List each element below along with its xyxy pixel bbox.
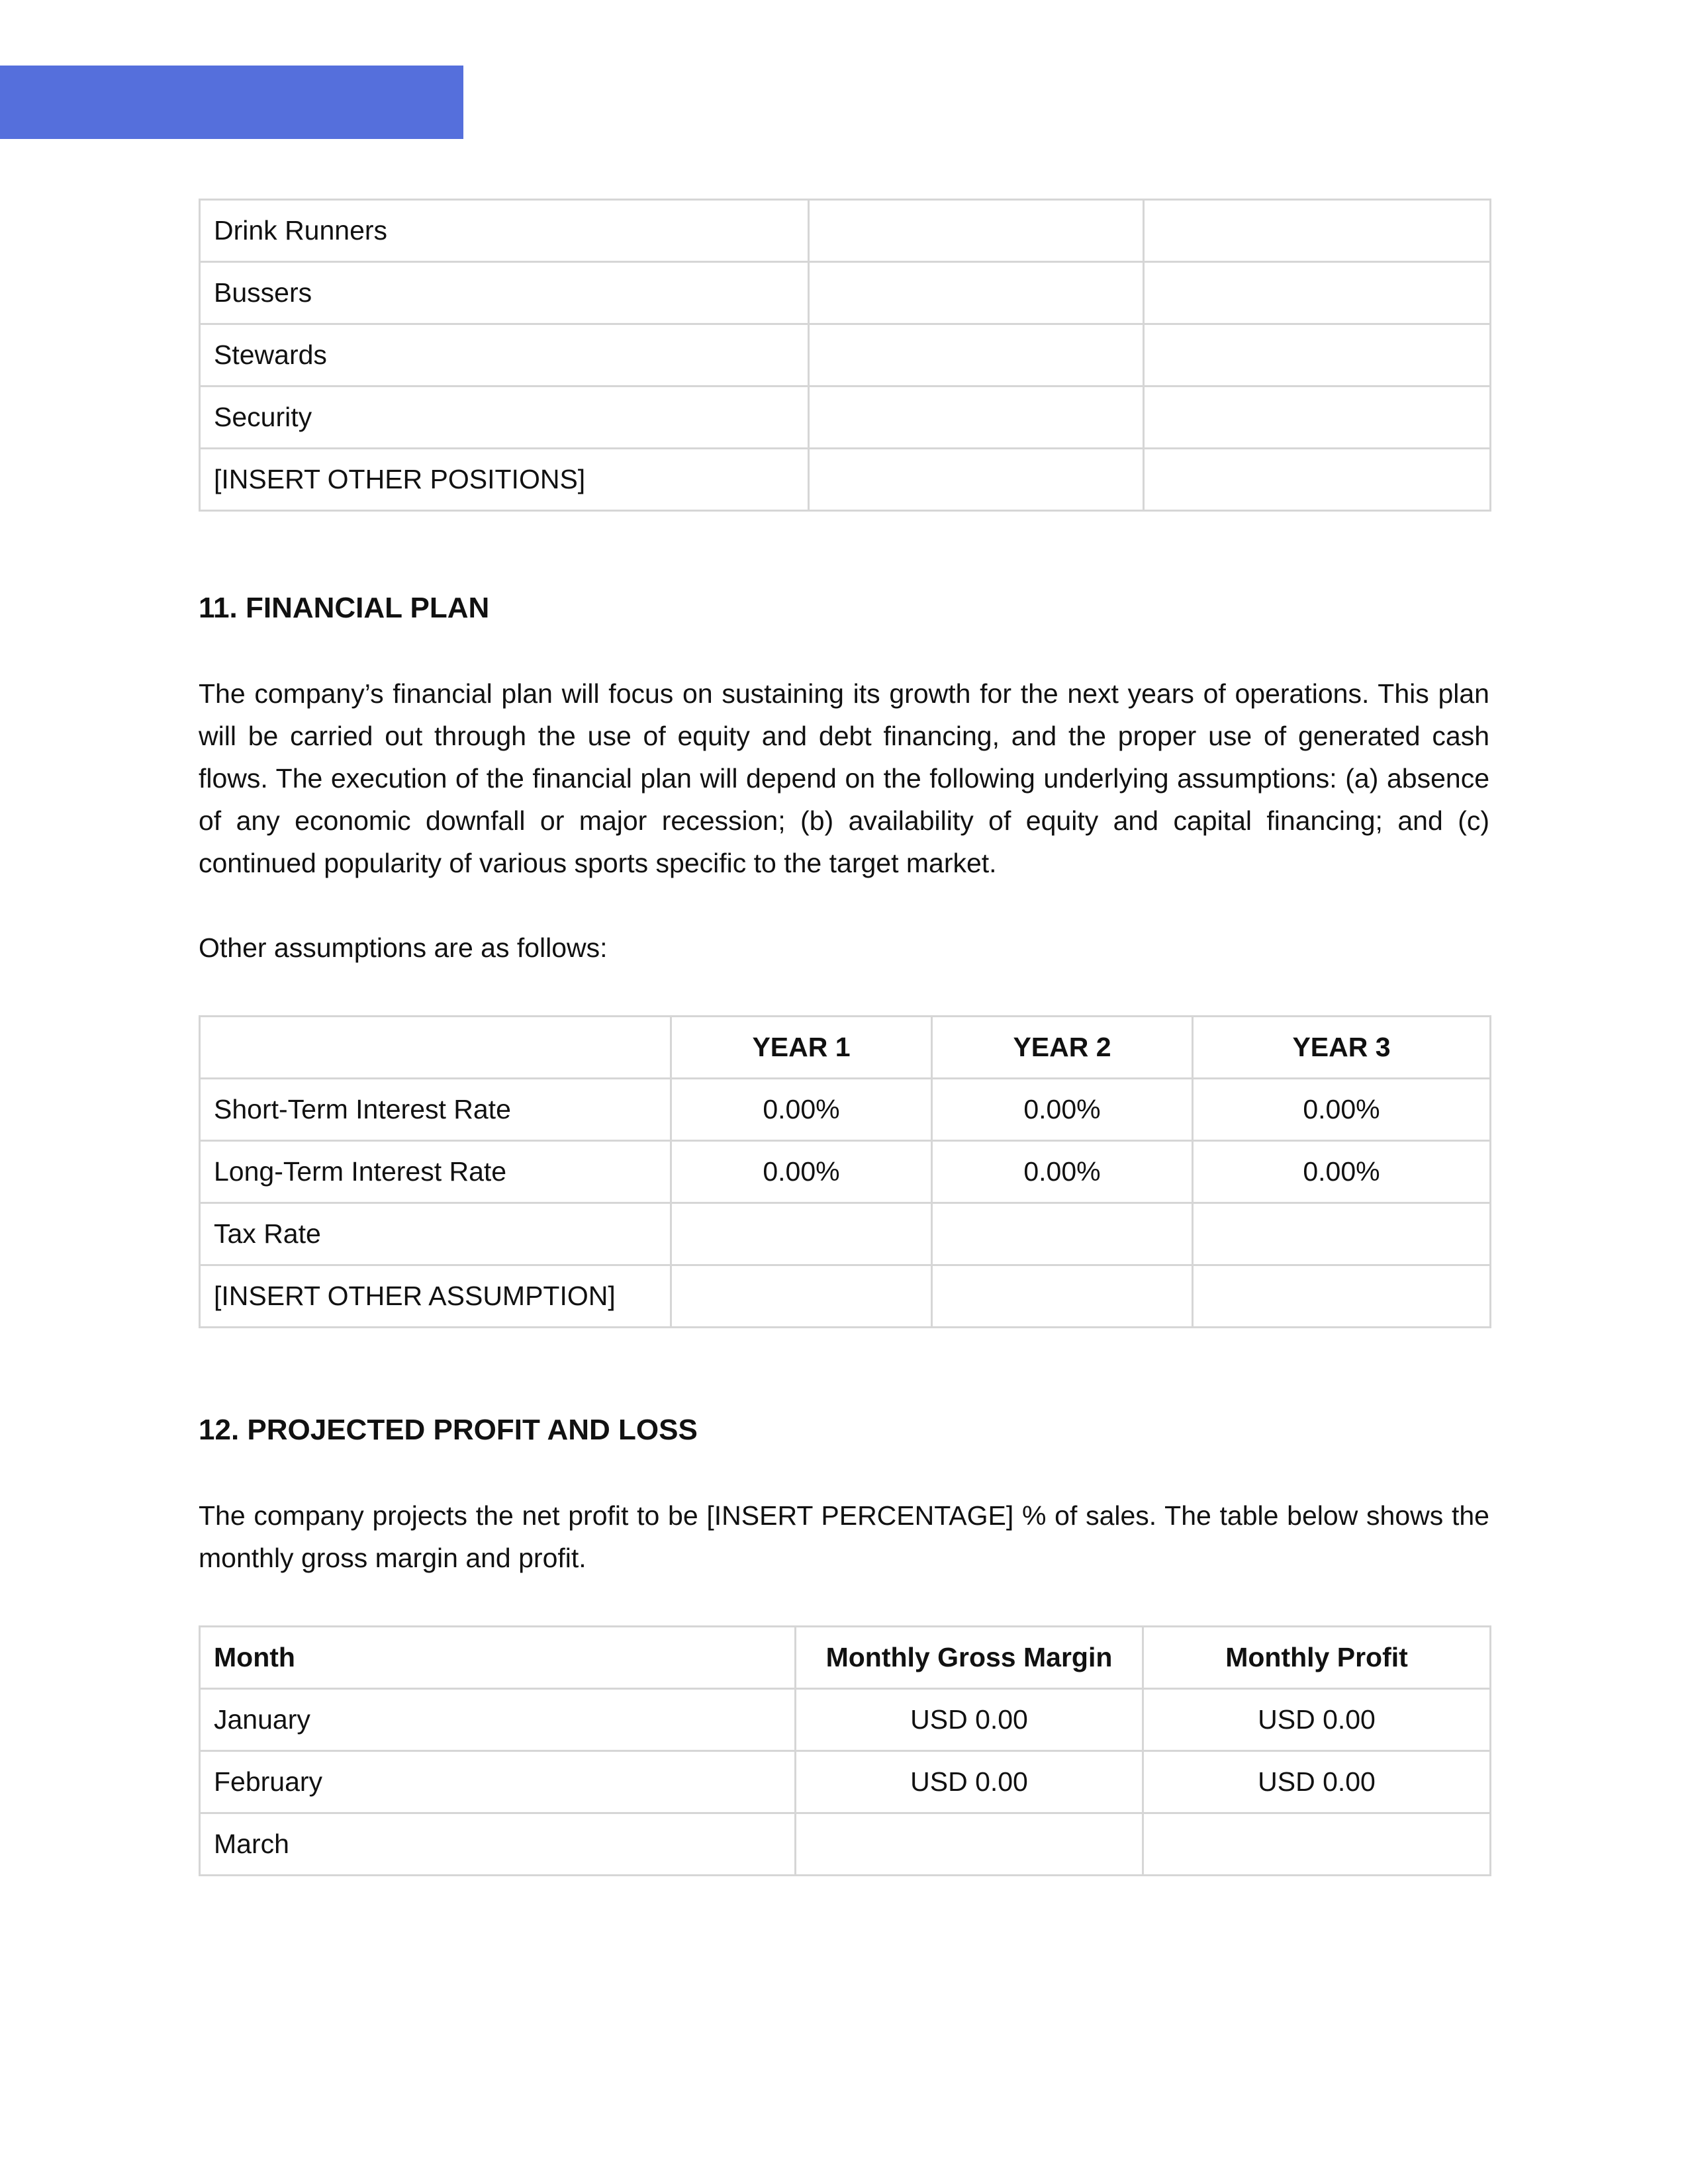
gross-margin-value bbox=[796, 1813, 1143, 1875]
year2-value: 0.00% bbox=[932, 1140, 1193, 1203]
profit-value bbox=[1143, 1813, 1491, 1875]
year3-value: 0.00% bbox=[1193, 1078, 1491, 1140]
empty-cell bbox=[809, 262, 1144, 324]
assumptions-table bbox=[199, 1015, 1491, 1328]
empty-cell bbox=[1144, 324, 1491, 387]
year1-value: 0.00% bbox=[671, 1140, 932, 1203]
year3-value bbox=[1193, 1203, 1491, 1265]
table-row bbox=[200, 1813, 1491, 1875]
year1-value bbox=[671, 1265, 932, 1327]
table-row bbox=[200, 1140, 1491, 1203]
financial-plan-paragraph: The company’s financial plan will focus on sustaining its growth for the next years of operations. This plan will be carried out through the use of equity and debt financing, and the proper use of generated cash flows. The execution of the financial plan will depend on the following underlying assumptions: (a) absence of any economic downfall or major recession; (b) availability of equity and capital financing; and (c) continued popularity of various sports specific to the target market. bbox=[199, 678, 1489, 878]
column-header-month: Month bbox=[200, 1626, 796, 1688]
position-label: Stewards bbox=[200, 324, 809, 387]
column-header bbox=[200, 1016, 671, 1078]
empty-cell bbox=[1144, 387, 1491, 449]
financial-plan-heading: 11. FINANCIAL PLAN bbox=[199, 592, 490, 624]
column-header: YEAR 1 bbox=[671, 1016, 932, 1078]
empty-cell bbox=[1144, 449, 1491, 511]
empty-cell bbox=[809, 449, 1144, 511]
assumption-label: [INSERT OTHER ASSUMPTION] bbox=[200, 1265, 671, 1327]
table-row bbox=[200, 1078, 1491, 1140]
year1-value: 0.00% bbox=[671, 1078, 932, 1140]
table-header-row bbox=[200, 1626, 1491, 1688]
table-row bbox=[200, 1688, 1491, 1751]
year1-value bbox=[671, 1203, 932, 1265]
table-row bbox=[200, 324, 1491, 387]
table-row bbox=[200, 1203, 1491, 1265]
table-row bbox=[200, 449, 1491, 511]
header-accent-bar bbox=[0, 66, 463, 139]
table-row bbox=[200, 262, 1491, 324]
column-header-gross-margin: Monthly Gross Margin bbox=[796, 1626, 1143, 1688]
year2-value bbox=[932, 1203, 1193, 1265]
document-content bbox=[199, 199, 1489, 1876]
year2-value: 0.00% bbox=[932, 1078, 1193, 1140]
table-row bbox=[200, 200, 1491, 262]
empty-cell bbox=[1144, 262, 1491, 324]
year2-value bbox=[932, 1265, 1193, 1327]
assumption-label: Tax Rate bbox=[200, 1203, 671, 1265]
staff-positions-table bbox=[199, 199, 1491, 512]
table-row bbox=[200, 1751, 1491, 1813]
profit-value: USD 0.00 bbox=[1143, 1751, 1491, 1813]
column-header-profit: Monthly Profit bbox=[1143, 1626, 1491, 1688]
month-label: January bbox=[200, 1688, 796, 1751]
column-header: YEAR 2 bbox=[932, 1016, 1193, 1078]
position-label: Security bbox=[200, 387, 809, 449]
position-label: [INSERT OTHER POSITIONS] bbox=[200, 449, 809, 511]
assumptions-intro: Other assumptions are as follows: bbox=[199, 932, 608, 963]
empty-cell bbox=[809, 200, 1144, 262]
position-label: Bussers bbox=[200, 262, 809, 324]
profit-value: USD 0.00 bbox=[1143, 1688, 1491, 1751]
month-label: March bbox=[200, 1813, 796, 1875]
column-header: YEAR 3 bbox=[1193, 1016, 1491, 1078]
profit-loss-paragraph: The company projects the net profit to be [INSERT PERCENTAGE] % of sales. The table below shows the monthly gross margin and profit. bbox=[199, 1500, 1489, 1573]
gross-margin-value: USD 0.00 bbox=[796, 1751, 1143, 1813]
table-header-row bbox=[200, 1016, 1491, 1078]
empty-cell bbox=[1144, 200, 1491, 262]
table-row bbox=[200, 387, 1491, 449]
gross-margin-value: USD 0.00 bbox=[796, 1688, 1143, 1751]
profit-loss-heading: 12. PROJECTED PROFIT AND LOSS bbox=[199, 1413, 698, 1446]
month-label: February bbox=[200, 1751, 796, 1813]
assumption-label: Long-Term Interest Rate bbox=[200, 1140, 671, 1203]
empty-cell bbox=[809, 387, 1144, 449]
year3-value: 0.00% bbox=[1193, 1140, 1491, 1203]
profit-loss-table bbox=[199, 1625, 1491, 1876]
year3-value bbox=[1193, 1265, 1491, 1327]
position-label: Drink Runners bbox=[200, 200, 809, 262]
empty-cell bbox=[809, 324, 1144, 387]
table-row bbox=[200, 1265, 1491, 1327]
assumption-label: Short-Term Interest Rate bbox=[200, 1078, 671, 1140]
